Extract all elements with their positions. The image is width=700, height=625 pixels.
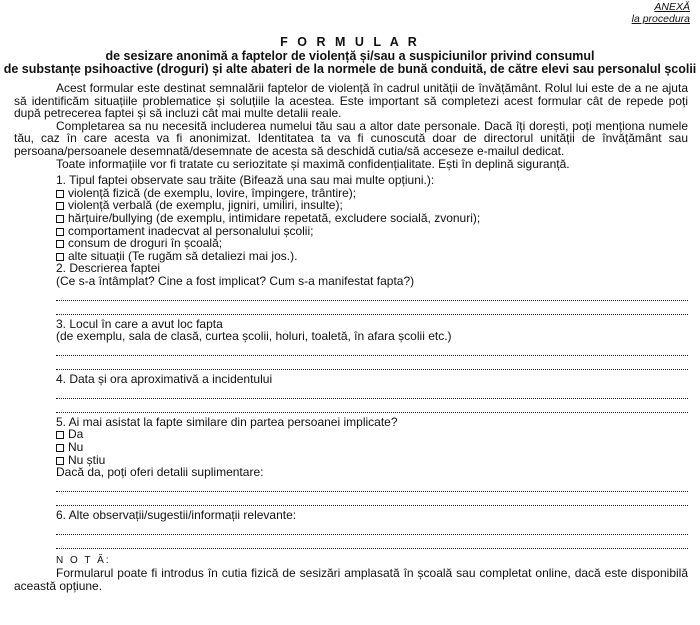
question-5-title: 5. Ai mai asistat la fapte similare din partea persoanei implicate?	[56, 414, 398, 429]
question-4-title: 4. Data și ora aproximativă a incidentului	[56, 372, 273, 387]
question-6	[56, 509, 688, 522]
annex-label	[632, 1, 690, 25]
option-dont-know[interactable]: Nu știu	[56, 454, 688, 467]
form-subtitle-2: de substanțe psihoactive (droguri) și alte abateri de la normele de bună conduită, de către elevi sau personalul școlii	[3, 62, 697, 76]
intro-paragraph-1: Acest formular este destinat semnalării faptelor de violență în cadrul unității de învățământ. Rolul lui este de a ne ajuta să identificăm situațiile problematice și soluțiile la acestea. Este important să completezi acest formular cât de repede poți după petrecerea faptei și să incluzi cât mai multe detalii reale.	[14, 81, 688, 121]
checkbox-icon[interactable]	[56, 190, 64, 198]
answer-line-q5-1[interactable]	[56, 479, 688, 493]
answer-line-q6-1[interactable]	[56, 522, 688, 536]
annex-subtitle: la procedura	[631, 13, 690, 25]
answer-line-q3-2[interactable]	[56, 356, 688, 370]
note-text: Formularul poate fi introdus în cutia fizică de sesizări amplasată în școală sau completat online, dacă este disponibilă această opțiune.	[14, 566, 688, 593]
checkbox-icon[interactable]	[56, 444, 64, 452]
option-yes[interactable]: Da	[56, 428, 688, 441]
checkbox-icon[interactable]	[56, 215, 64, 223]
question-6-title: 6. Alte observații/sugestii/informații relevante:	[56, 508, 297, 522]
answer-line-q2-2[interactable]	[56, 301, 688, 315]
checkbox-icon[interactable]	[56, 457, 64, 465]
answer-line-q6-2[interactable]	[56, 535, 688, 549]
option-staff-behavior[interactable]: comportament inadecvat al personalului școlii;	[56, 225, 688, 238]
note-label: N O T Ă:	[56, 554, 111, 566]
question-2-hint: (Ce s-a întâmplat? Cine a fost implicat? Cum s-a manifestat fapta?)	[56, 273, 415, 288]
intro-paragraph-2: Completarea sa nu necesită includerea numelui tău sau a altor date personale. Dacă îți dorești, poți menționa numele tău, caz în care acesta va fi anonimizat. Identitatea ta va fi cunoscută doar de directorul unității de învățământ sau persoana/persoanele desemnată/desemnate de acesta să deschidă cutia/să acceseze e-mailul dedicat.	[14, 118, 688, 158]
answer-line-q2-1[interactable]	[56, 288, 688, 302]
form-body	[14, 82, 688, 593]
answer-line-q4-1[interactable]	[56, 386, 688, 400]
checkbox-icon[interactable]	[56, 253, 64, 261]
option-other[interactable]: alte situații (Te rugăm să detaliezi mai jos.).	[56, 250, 688, 263]
question-3-hint: (de exemplu, sala de clasă, curtea școlii, holuri, toaletă, în afara școlii etc.)	[56, 329, 452, 344]
question-1	[56, 174, 688, 287]
answer-line-q5-2[interactable]	[56, 492, 688, 506]
form-title: F O R M U L A R	[280, 35, 420, 49]
question-3	[56, 318, 688, 343]
option-bullying[interactable]: hărțuire/bullying (de exemplu, intimidare repetată, excludere socială, zvonuri);	[56, 212, 688, 225]
answer-line-q3-1[interactable]	[56, 343, 688, 357]
answer-line-q4-2[interactable]	[56, 399, 688, 413]
intro-paragraph-3: Toate informațiile vor fi tratate cu seriozitate și maximă confidențialitate. Ești în deplină siguranță.	[56, 156, 570, 171]
question-5-followup: Dacă da, poți oferi detalii suplimentare:	[56, 465, 264, 480]
checkbox-icon[interactable]	[56, 202, 64, 210]
option-verbal-violence[interactable]: violență verbală (de exemplu, jigniri, umiliri, insulte);	[56, 199, 688, 212]
option-no[interactable]: Nu	[56, 441, 688, 454]
question-2-title: 2. Descrierea faptei	[56, 261, 161, 276]
checkbox-icon[interactable]	[56, 228, 64, 236]
checkbox-icon[interactable]	[56, 431, 64, 439]
form-header	[0, 36, 700, 77]
checkbox-icon[interactable]	[56, 240, 64, 248]
question-5	[56, 416, 688, 479]
question-1-title: 1. Tipul faptei observate sau trăite (Bifează una sau mai multe opțiuni.):	[56, 173, 435, 188]
form-subtitle-1: de sesizare anonimă a faptelor de violență și/sau a suspiciunilor privind consumul	[105, 48, 595, 63]
question-4	[56, 373, 688, 386]
option-physical-violence[interactable]: violență fizică (de exemplu, lovire, împingere, trântire);	[56, 187, 688, 200]
question-3-title: 3. Locul în care a avut loc fapta	[56, 316, 223, 331]
annex-title: ANEXĂ	[654, 1, 690, 13]
option-drug-use[interactable]: consum de droguri în școală;	[56, 237, 688, 250]
